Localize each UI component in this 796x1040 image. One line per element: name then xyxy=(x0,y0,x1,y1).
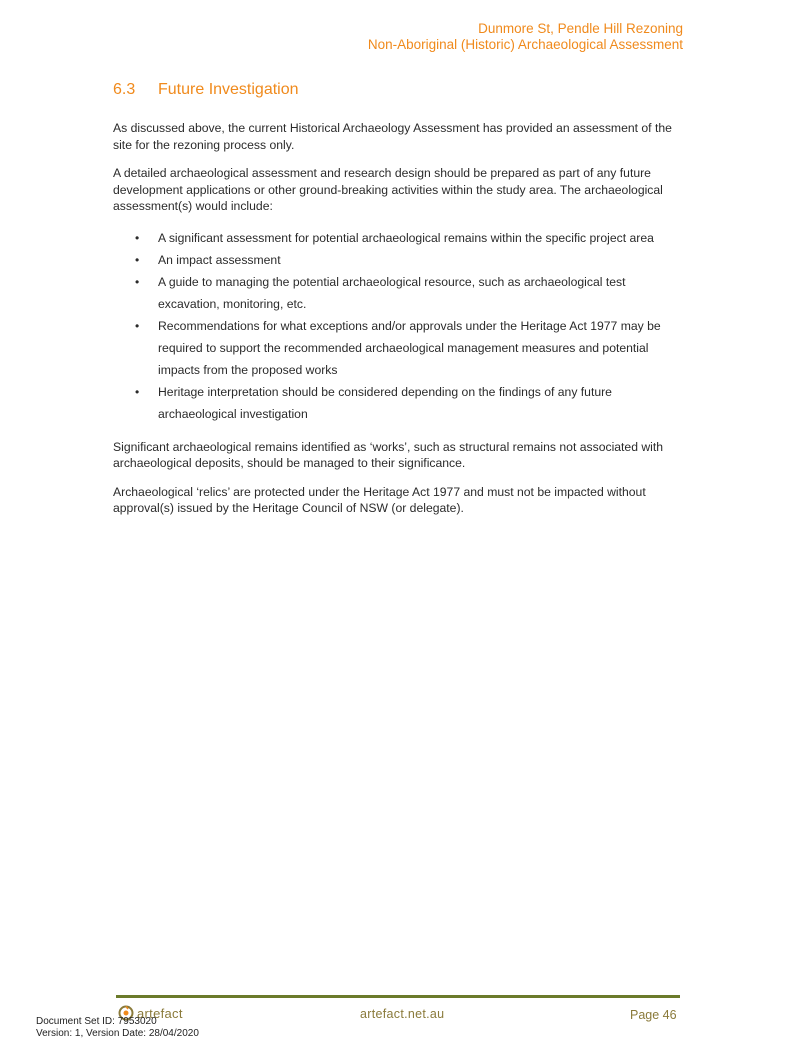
paragraph-works: Significant archaeological remains identified as ‘works’, such as structural remains not associated with archaeological deposits, should be managed to their significance. xyxy=(113,439,664,470)
bullet-icon: • xyxy=(135,274,140,289)
footer-website: artefact.net.au xyxy=(360,1007,445,1021)
body-content xyxy=(113,120,683,529)
document-version: Version: 1, Version Date: 28/04/2020 xyxy=(36,1028,199,1039)
list-item xyxy=(135,381,683,425)
bullet-icon: • xyxy=(135,318,140,333)
bullet-icon: • xyxy=(135,252,140,267)
logo-wordmark: artefact xyxy=(137,1005,183,1021)
footer-divider xyxy=(116,995,680,998)
running-header xyxy=(368,21,683,53)
list-item xyxy=(135,315,683,381)
bullet-list xyxy=(113,227,683,425)
list-item-text: A significant assessment for potential archaeological remains within the specific project area xyxy=(158,230,654,245)
paragraph-intro: As discussed above, the current Historical Archaeology Assessment has provided an assessment of the site for the rezoning process only. xyxy=(113,121,672,152)
list-item xyxy=(135,249,683,271)
header-project-title: Dunmore St, Pendle Hill Rezoning xyxy=(478,21,683,36)
bullet-icon: • xyxy=(135,230,140,245)
header-report-title: Non-Aboriginal (Historic) Archaeological Assessment xyxy=(367,37,683,52)
paragraph-relics: Archaeological ‘relics’ are protected under the Heritage Act 1977 and must not be impacted without approval(s) issued by the Heritage Council of NSW (or delegate). xyxy=(113,484,646,515)
bullet-icon: • xyxy=(135,384,140,399)
paragraph-assessment: A detailed archaeological assessment and research design should be prepared as part of any future development applications or other ground-breaking activities within the study area. The archaeological assessment(s) would include: xyxy=(113,166,663,213)
list-item-text: A guide to managing the potential archaeological resource, such as archaeological test excavation, monitoring, etc. xyxy=(158,274,626,311)
page-number: Page 46 xyxy=(630,1008,677,1022)
list-item-text: An impact assessment xyxy=(158,252,281,267)
section-number: 6.3 xyxy=(113,81,136,98)
list-item xyxy=(135,271,683,315)
list-item xyxy=(135,227,683,249)
section-title: Future Investigation xyxy=(158,81,299,98)
list-item-text: Recommendations for what exceptions and/or approvals under the Heritage Act 1977 may be required to support the recommended archaeological management measures and potential impacts from the proposed works xyxy=(158,318,661,377)
list-item-text: Heritage interpretation should be considered depending on the findings of any future archaeological investigation xyxy=(158,384,612,421)
section-heading xyxy=(113,80,299,100)
document-metadata xyxy=(36,1016,199,1040)
document-set-id: Document Set ID: 7953020 xyxy=(36,1016,157,1027)
